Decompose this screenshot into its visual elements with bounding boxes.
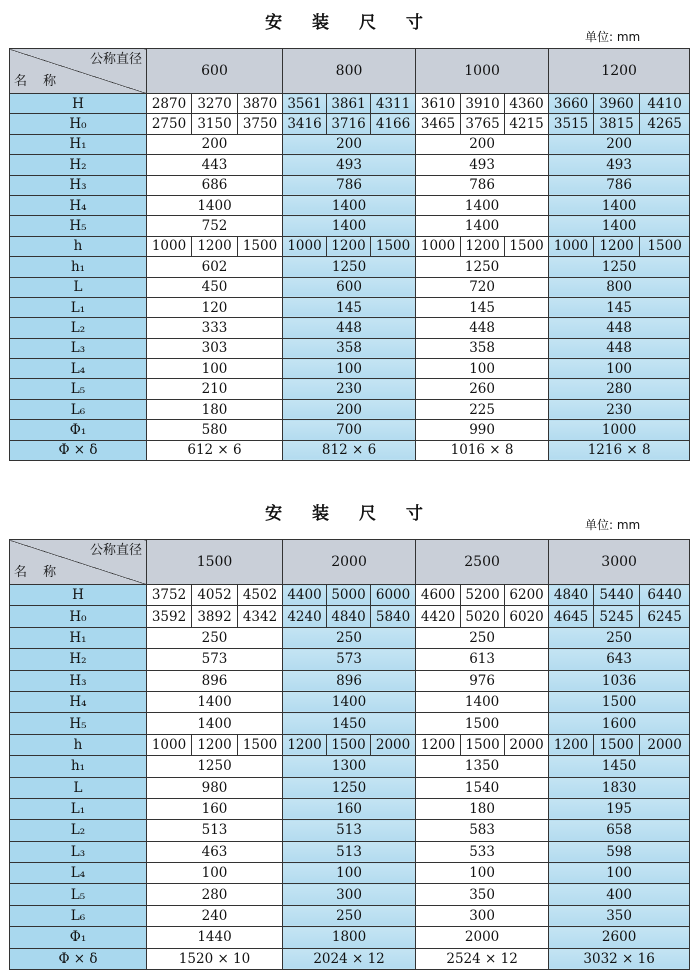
value-cell: 1400: [283, 216, 416, 236]
value-cell: 1830: [549, 777, 690, 798]
diameter-header: 2500: [416, 540, 549, 585]
value-cell: 1200: [192, 236, 238, 256]
value-cell: 100: [147, 359, 283, 379]
row-name: L₃: [10, 338, 147, 358]
value-cell: 1400: [416, 691, 549, 712]
table-row: [10, 114, 690, 134]
table-row: [10, 863, 690, 884]
table-row: [10, 440, 690, 460]
value-cell: 6000: [371, 585, 416, 606]
value-cell: 4840: [549, 585, 594, 606]
value-cell: 3032 × 16: [549, 948, 690, 969]
value-cell: 786: [283, 175, 416, 195]
value-cell: 180: [147, 399, 283, 419]
table-row: [10, 175, 690, 195]
value-cell: 613: [416, 649, 549, 670]
value-cell: 1200: [594, 236, 640, 256]
value-cell: 513: [147, 820, 283, 841]
value-cell: 400: [549, 884, 690, 905]
value-cell: 1250: [147, 756, 283, 777]
row-name: H₂: [10, 155, 147, 175]
value-cell: 145: [549, 297, 690, 317]
table-row: [10, 359, 690, 379]
value-cell: 6440: [640, 585, 690, 606]
row-name: H₁: [10, 134, 147, 154]
row-name: L₆: [10, 905, 147, 926]
value-cell: 448: [416, 318, 549, 338]
value-cell: 195: [549, 798, 690, 819]
value-cell: 1400: [147, 713, 283, 734]
value-cell: 1450: [549, 756, 690, 777]
value-cell: 658: [549, 820, 690, 841]
value-cell: 300: [416, 905, 549, 926]
table-row: [10, 649, 690, 670]
row-name: H₁: [10, 627, 147, 648]
value-cell: 513: [283, 841, 416, 862]
header-row: [10, 540, 690, 585]
value-cell: 4052: [192, 585, 238, 606]
value-cell: 786: [549, 175, 690, 195]
value-cell: 493: [283, 155, 416, 175]
corner-label-name: 名 称: [14, 74, 63, 89]
value-cell: 4215: [505, 114, 549, 134]
value-cell: 990: [416, 420, 549, 440]
value-cell: 4240: [283, 606, 327, 627]
value-cell: 1300: [283, 756, 416, 777]
value-cell: 3465: [416, 114, 461, 134]
value-cell: 3870: [238, 94, 283, 114]
value-cell: 1400: [549, 216, 690, 236]
value-cell: 1500: [327, 734, 371, 755]
row-name: h₁: [10, 257, 147, 277]
value-cell: 600: [283, 277, 416, 297]
value-cell: 1400: [416, 216, 549, 236]
value-cell: 260: [416, 379, 549, 399]
value-cell: 5245: [594, 606, 640, 627]
value-cell: 250: [549, 627, 690, 648]
table-row: [10, 277, 690, 297]
row-name: h₁: [10, 756, 147, 777]
value-cell: 3561: [283, 94, 327, 114]
value-cell: 1016 × 8: [416, 440, 549, 460]
row-name: H: [10, 585, 147, 606]
value-cell: 4400: [283, 585, 327, 606]
value-cell: 1000: [549, 236, 594, 256]
value-cell: 573: [283, 649, 416, 670]
row-name: L₅: [10, 884, 147, 905]
value-cell: 358: [283, 338, 416, 358]
value-cell: 225: [416, 399, 549, 419]
value-cell: 2870: [147, 94, 192, 114]
row-name: H₀: [10, 606, 147, 627]
value-cell: 4645: [549, 606, 594, 627]
value-cell: 1440: [147, 927, 283, 948]
table-row: [10, 216, 690, 236]
diameter-header: 2000: [283, 540, 416, 585]
table-row: [10, 257, 690, 277]
value-cell: 980: [147, 777, 283, 798]
diameter-header: 3000: [549, 540, 690, 585]
value-cell: 4265: [640, 114, 690, 134]
value-cell: 1500: [640, 236, 690, 256]
value-cell: 3960: [594, 94, 640, 114]
table-row: [10, 399, 690, 419]
value-cell: 200: [283, 399, 416, 419]
table-row: [10, 756, 690, 777]
diameter-header: 1000: [416, 49, 549, 94]
value-cell: 100: [416, 359, 549, 379]
table-row: [10, 94, 690, 114]
row-name: Φ₁: [10, 420, 147, 440]
value-cell: 2000: [640, 734, 690, 755]
value-cell: 3750: [238, 114, 283, 134]
table-row: [10, 155, 690, 175]
value-cell: 1540: [416, 777, 549, 798]
value-cell: 1500: [238, 734, 283, 755]
value-cell: 513: [283, 820, 416, 841]
diameter-header: 600: [147, 49, 283, 94]
value-cell: 1036: [549, 670, 690, 691]
row-name: L: [10, 277, 147, 297]
row-name: H₂: [10, 649, 147, 670]
value-cell: 1200: [283, 734, 327, 755]
value-cell: 1000: [147, 236, 192, 256]
value-cell: 350: [416, 884, 549, 905]
corner-label-diameter: 公称直径: [89, 52, 142, 67]
diameter-header: 1200: [549, 49, 690, 94]
value-cell: 100: [549, 863, 690, 884]
table-row: [10, 691, 690, 712]
section-title: 安 装 尺 寸: [265, 13, 435, 33]
value-cell: 4420: [416, 606, 461, 627]
value-cell: 230: [283, 379, 416, 399]
value-cell: 976: [416, 670, 549, 691]
value-cell: 580: [147, 420, 283, 440]
value-cell: 1520 × 10: [147, 948, 283, 969]
section-title: 安 装 尺 寸: [265, 504, 435, 524]
value-cell: 1250: [416, 257, 549, 277]
value-cell: 720: [416, 277, 549, 297]
table-row: [10, 798, 690, 819]
table-row: [10, 841, 690, 862]
diameter-header: 1500: [147, 540, 283, 585]
row-name: H₅: [10, 216, 147, 236]
value-cell: 1400: [283, 195, 416, 215]
diameter-header: 800: [283, 49, 416, 94]
table-row: [10, 820, 690, 841]
value-cell: 700: [283, 420, 416, 440]
value-cell: 100: [147, 863, 283, 884]
table-row: [10, 927, 690, 948]
value-cell: 240: [147, 905, 283, 926]
value-cell: 2024 × 12: [283, 948, 416, 969]
value-cell: 180: [416, 798, 549, 819]
value-cell: 200: [416, 134, 549, 154]
row-name: L₄: [10, 863, 147, 884]
value-cell: 100: [283, 359, 416, 379]
value-cell: 3910: [461, 94, 505, 114]
value-cell: 598: [549, 841, 690, 862]
value-cell: 333: [147, 318, 283, 338]
value-cell: 2000: [416, 927, 549, 948]
value-cell: 4166: [371, 114, 416, 134]
value-cell: 250: [416, 627, 549, 648]
value-cell: 5840: [371, 606, 416, 627]
row-name: Φ₁: [10, 927, 147, 948]
value-cell: 1500: [371, 236, 416, 256]
value-cell: 3515: [549, 114, 594, 134]
value-cell: 4410: [640, 94, 690, 114]
table-row: [10, 606, 690, 627]
table-row: [10, 297, 690, 317]
row-name: L: [10, 777, 147, 798]
value-cell: 3752: [147, 585, 192, 606]
value-cell: 2000: [371, 734, 416, 755]
value-cell: 280: [147, 884, 283, 905]
value-cell: 3660: [549, 94, 594, 114]
value-cell: 5000: [327, 585, 371, 606]
value-cell: 5200: [461, 585, 505, 606]
value-cell: 145: [416, 297, 549, 317]
table-row: [10, 338, 690, 358]
value-cell: 100: [549, 359, 690, 379]
value-cell: 4600: [416, 585, 461, 606]
table-row: [10, 134, 690, 154]
value-cell: 250: [283, 627, 416, 648]
value-cell: 3815: [594, 114, 640, 134]
value-cell: 145: [283, 297, 416, 317]
value-cell: 686: [147, 175, 283, 195]
value-cell: 100: [283, 863, 416, 884]
value-cell: 493: [416, 155, 549, 175]
value-cell: 1500: [594, 734, 640, 755]
value-cell: 1200: [327, 236, 371, 256]
table-row: [10, 670, 690, 691]
corner-header: [10, 540, 147, 585]
row-name: H₃: [10, 175, 147, 195]
row-name: L₆: [10, 399, 147, 419]
value-cell: 493: [549, 155, 690, 175]
value-cell: 448: [549, 318, 690, 338]
table-row: [10, 905, 690, 926]
value-cell: 160: [147, 798, 283, 819]
value-cell: 3150: [192, 114, 238, 134]
value-cell: 752: [147, 216, 283, 236]
row-name: H₄: [10, 195, 147, 215]
table-row: [10, 884, 690, 905]
value-cell: 2000: [505, 734, 549, 755]
value-cell: 350: [549, 905, 690, 926]
value-cell: 6200: [505, 585, 549, 606]
value-cell: 450: [147, 277, 283, 297]
value-cell: 3270: [192, 94, 238, 114]
value-cell: 1400: [147, 195, 283, 215]
row-name: H₄: [10, 691, 147, 712]
value-cell: 1400: [283, 691, 416, 712]
value-cell: 3716: [327, 114, 371, 134]
value-cell: 280: [549, 379, 690, 399]
row-name: L₂: [10, 318, 147, 338]
value-cell: 3892: [192, 606, 238, 627]
row-name: H₃: [10, 670, 147, 691]
table-row: [10, 195, 690, 215]
row-name: L₁: [10, 798, 147, 819]
value-cell: 200: [147, 134, 283, 154]
value-cell: 896: [283, 670, 416, 691]
value-cell: 358: [416, 338, 549, 358]
value-cell: 1400: [416, 195, 549, 215]
value-cell: 533: [416, 841, 549, 862]
value-cell: 6020: [505, 606, 549, 627]
value-cell: 4502: [238, 585, 283, 606]
corner-label-name: 名 称: [14, 565, 63, 580]
value-cell: 602: [147, 257, 283, 277]
value-cell: 1500: [416, 713, 549, 734]
row-name: H₀: [10, 114, 147, 134]
value-cell: 448: [283, 318, 416, 338]
table-row: [10, 627, 690, 648]
unit-label: 单位: mm: [585, 518, 641, 532]
row-name: h: [10, 734, 147, 755]
value-cell: 303: [147, 338, 283, 358]
value-cell: 1216 × 8: [549, 440, 690, 460]
value-cell: 230: [549, 399, 690, 419]
row-name: L₄: [10, 359, 147, 379]
value-cell: 200: [549, 134, 690, 154]
value-cell: 3416: [283, 114, 327, 134]
row-name: H: [10, 94, 147, 114]
value-cell: 1250: [549, 257, 690, 277]
table-row: [10, 379, 690, 399]
value-cell: 612 × 6: [147, 440, 283, 460]
value-cell: 6245: [640, 606, 690, 627]
value-cell: 1400: [549, 195, 690, 215]
value-cell: 5440: [594, 585, 640, 606]
corner-header: [10, 49, 147, 94]
value-cell: 1000: [549, 420, 690, 440]
table-row: [10, 420, 690, 440]
value-cell: 1200: [416, 734, 461, 755]
value-cell: 250: [283, 905, 416, 926]
value-cell: 643: [549, 649, 690, 670]
dimensions-table: [9, 539, 690, 970]
value-cell: 800: [549, 277, 690, 297]
value-cell: 786: [416, 175, 549, 195]
value-cell: 1500: [505, 236, 549, 256]
table-row: [10, 777, 690, 798]
value-cell: 1000: [147, 734, 192, 755]
value-cell: 1800: [283, 927, 416, 948]
value-cell: 3610: [416, 94, 461, 114]
row-name: L₂: [10, 820, 147, 841]
value-cell: 4342: [238, 606, 283, 627]
value-cell: 1200: [192, 734, 238, 755]
row-name: h: [10, 236, 147, 256]
value-cell: 1400: [147, 691, 283, 712]
value-cell: 583: [416, 820, 549, 841]
value-cell: 443: [147, 155, 283, 175]
corner-label-diameter: 公称直径: [89, 543, 142, 558]
row-name: Φ × δ: [10, 948, 147, 969]
value-cell: 812 × 6: [283, 440, 416, 460]
value-cell: 4840: [327, 606, 371, 627]
table-row: [10, 713, 690, 734]
value-cell: 160: [283, 798, 416, 819]
value-cell: 5020: [461, 606, 505, 627]
value-cell: 573: [147, 649, 283, 670]
table-row: [10, 734, 690, 755]
value-cell: 448: [549, 338, 690, 358]
value-cell: 120: [147, 297, 283, 317]
value-cell: 1600: [549, 713, 690, 734]
row-name: L₅: [10, 379, 147, 399]
value-cell: 1200: [549, 734, 594, 755]
value-cell: 1000: [416, 236, 461, 256]
row-name: L₃: [10, 841, 147, 862]
value-cell: 100: [416, 863, 549, 884]
value-cell: 1250: [283, 777, 416, 798]
value-cell: 896: [147, 670, 283, 691]
value-cell: 4360: [505, 94, 549, 114]
value-cell: 1500: [549, 691, 690, 712]
value-cell: 4311: [371, 94, 416, 114]
value-cell: 3861: [327, 94, 371, 114]
value-cell: 200: [283, 134, 416, 154]
table-row: [10, 585, 690, 606]
value-cell: 1500: [461, 734, 505, 755]
unit-label: 单位: mm: [585, 30, 641, 44]
value-cell: 1200: [461, 236, 505, 256]
value-cell: 1450: [283, 713, 416, 734]
row-name: Φ × δ: [10, 440, 147, 460]
value-cell: 2750: [147, 114, 192, 134]
value-cell: 300: [283, 884, 416, 905]
row-name: H₅: [10, 713, 147, 734]
value-cell: 1350: [416, 756, 549, 777]
value-cell: 250: [147, 627, 283, 648]
value-cell: 2600: [549, 927, 690, 948]
value-cell: 2524 × 12: [416, 948, 549, 969]
value-cell: 1500: [238, 236, 283, 256]
table-row: [10, 948, 690, 969]
value-cell: 1000: [283, 236, 327, 256]
table-row: [10, 236, 690, 256]
table-row: [10, 318, 690, 338]
value-cell: 210: [147, 379, 283, 399]
value-cell: 1250: [283, 257, 416, 277]
value-cell: 3592: [147, 606, 192, 627]
value-cell: 3765: [461, 114, 505, 134]
dimensions-table: [9, 48, 690, 461]
row-name: L₁: [10, 297, 147, 317]
header-row: [10, 49, 690, 94]
value-cell: 463: [147, 841, 283, 862]
